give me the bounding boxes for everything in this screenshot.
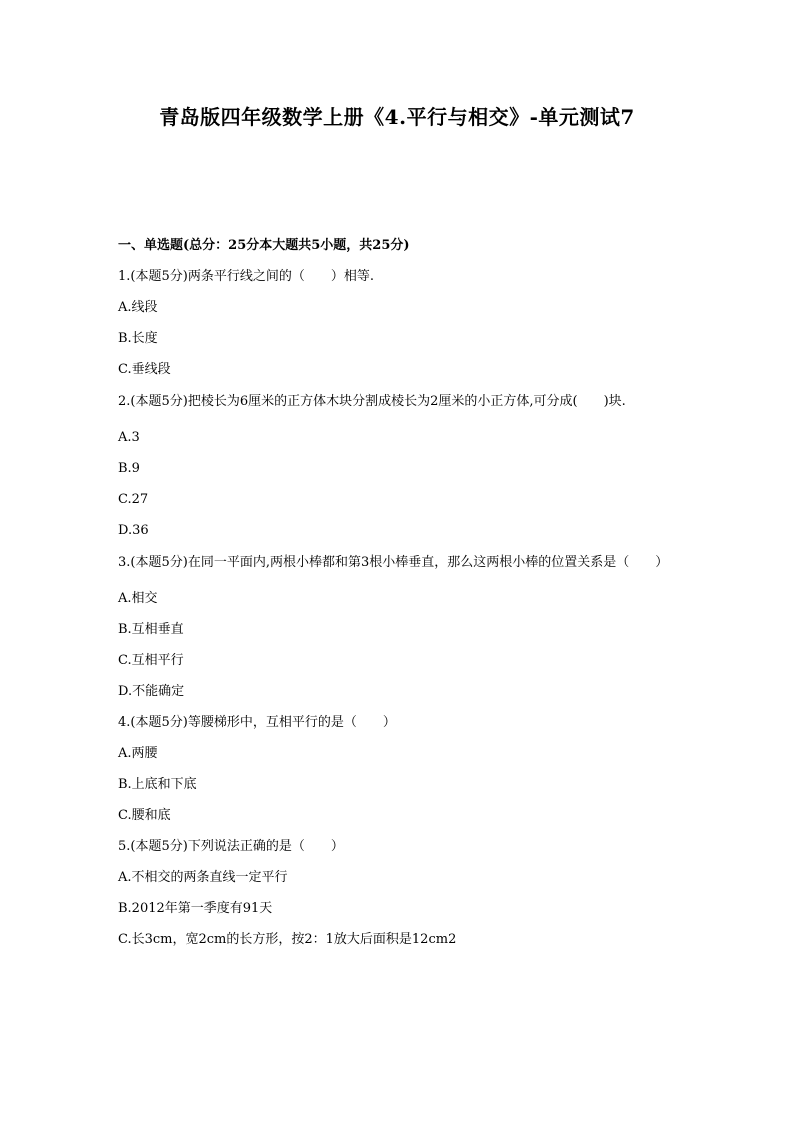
question-2-option-d: D.36 <box>118 523 149 538</box>
page-title: 青岛版四年级数学上册《4.平行与相交》-单元测试7 <box>159 105 635 129</box>
question-1-option-b: B.长度 <box>118 331 158 346</box>
question-5-option-a: A.不相交的两条直线一定平行 <box>118 870 288 885</box>
question-2-stem: 2.(本题5分)把棱长为6厘米的正方体木块分割成棱长为2厘米的小正方体,可分成( )块. <box>118 394 626 409</box>
question-5-stem: 5.(本题5分)下列说法正确的是（ ） <box>118 839 344 854</box>
question-4-option-c: C.腰和底 <box>118 808 171 823</box>
question-1-stem: 1.(本题5分)两条平行线之间的（ ）相等. <box>118 269 374 284</box>
question-4-option-a: A.两腰 <box>118 746 158 761</box>
question-2-option-b: B.9 <box>118 461 140 476</box>
question-3-stem: 3.(本题5分)在同一平面内,两根小棒都和第3根小棒垂直，那么这两根小棒的位置关系是（ ） <box>118 555 669 570</box>
section-heading: 一、单选题(总分：25分本大题共5小题，共25分) <box>118 238 410 253</box>
question-5-option-b: B.2012年第一季度有91天 <box>118 901 273 916</box>
question-1-option-c: C.垂线段 <box>118 362 171 377</box>
question-4-option-b: B.上底和下底 <box>118 777 197 792</box>
question-1-option-a: A.线段 <box>118 300 158 315</box>
question-list <box>118 236 678 961</box>
question-2-option-c: C.27 <box>118 492 149 507</box>
question-3-option-d: D.不能确定 <box>118 684 185 699</box>
question-3-option-a: A.相交 <box>118 591 158 606</box>
question-3-option-c: C.互相平行 <box>118 653 184 668</box>
question-2-option-a: A.3 <box>118 430 140 445</box>
question-3-option-b: B.互相垂直 <box>118 622 184 637</box>
question-4-stem: 4.(本题5分)等腰梯形中，互相平行的是（ ） <box>118 715 396 730</box>
question-5-option-c: C.长3cm，宽2cm的长方形，按2：1放大后面积是12cm2 <box>118 932 457 947</box>
